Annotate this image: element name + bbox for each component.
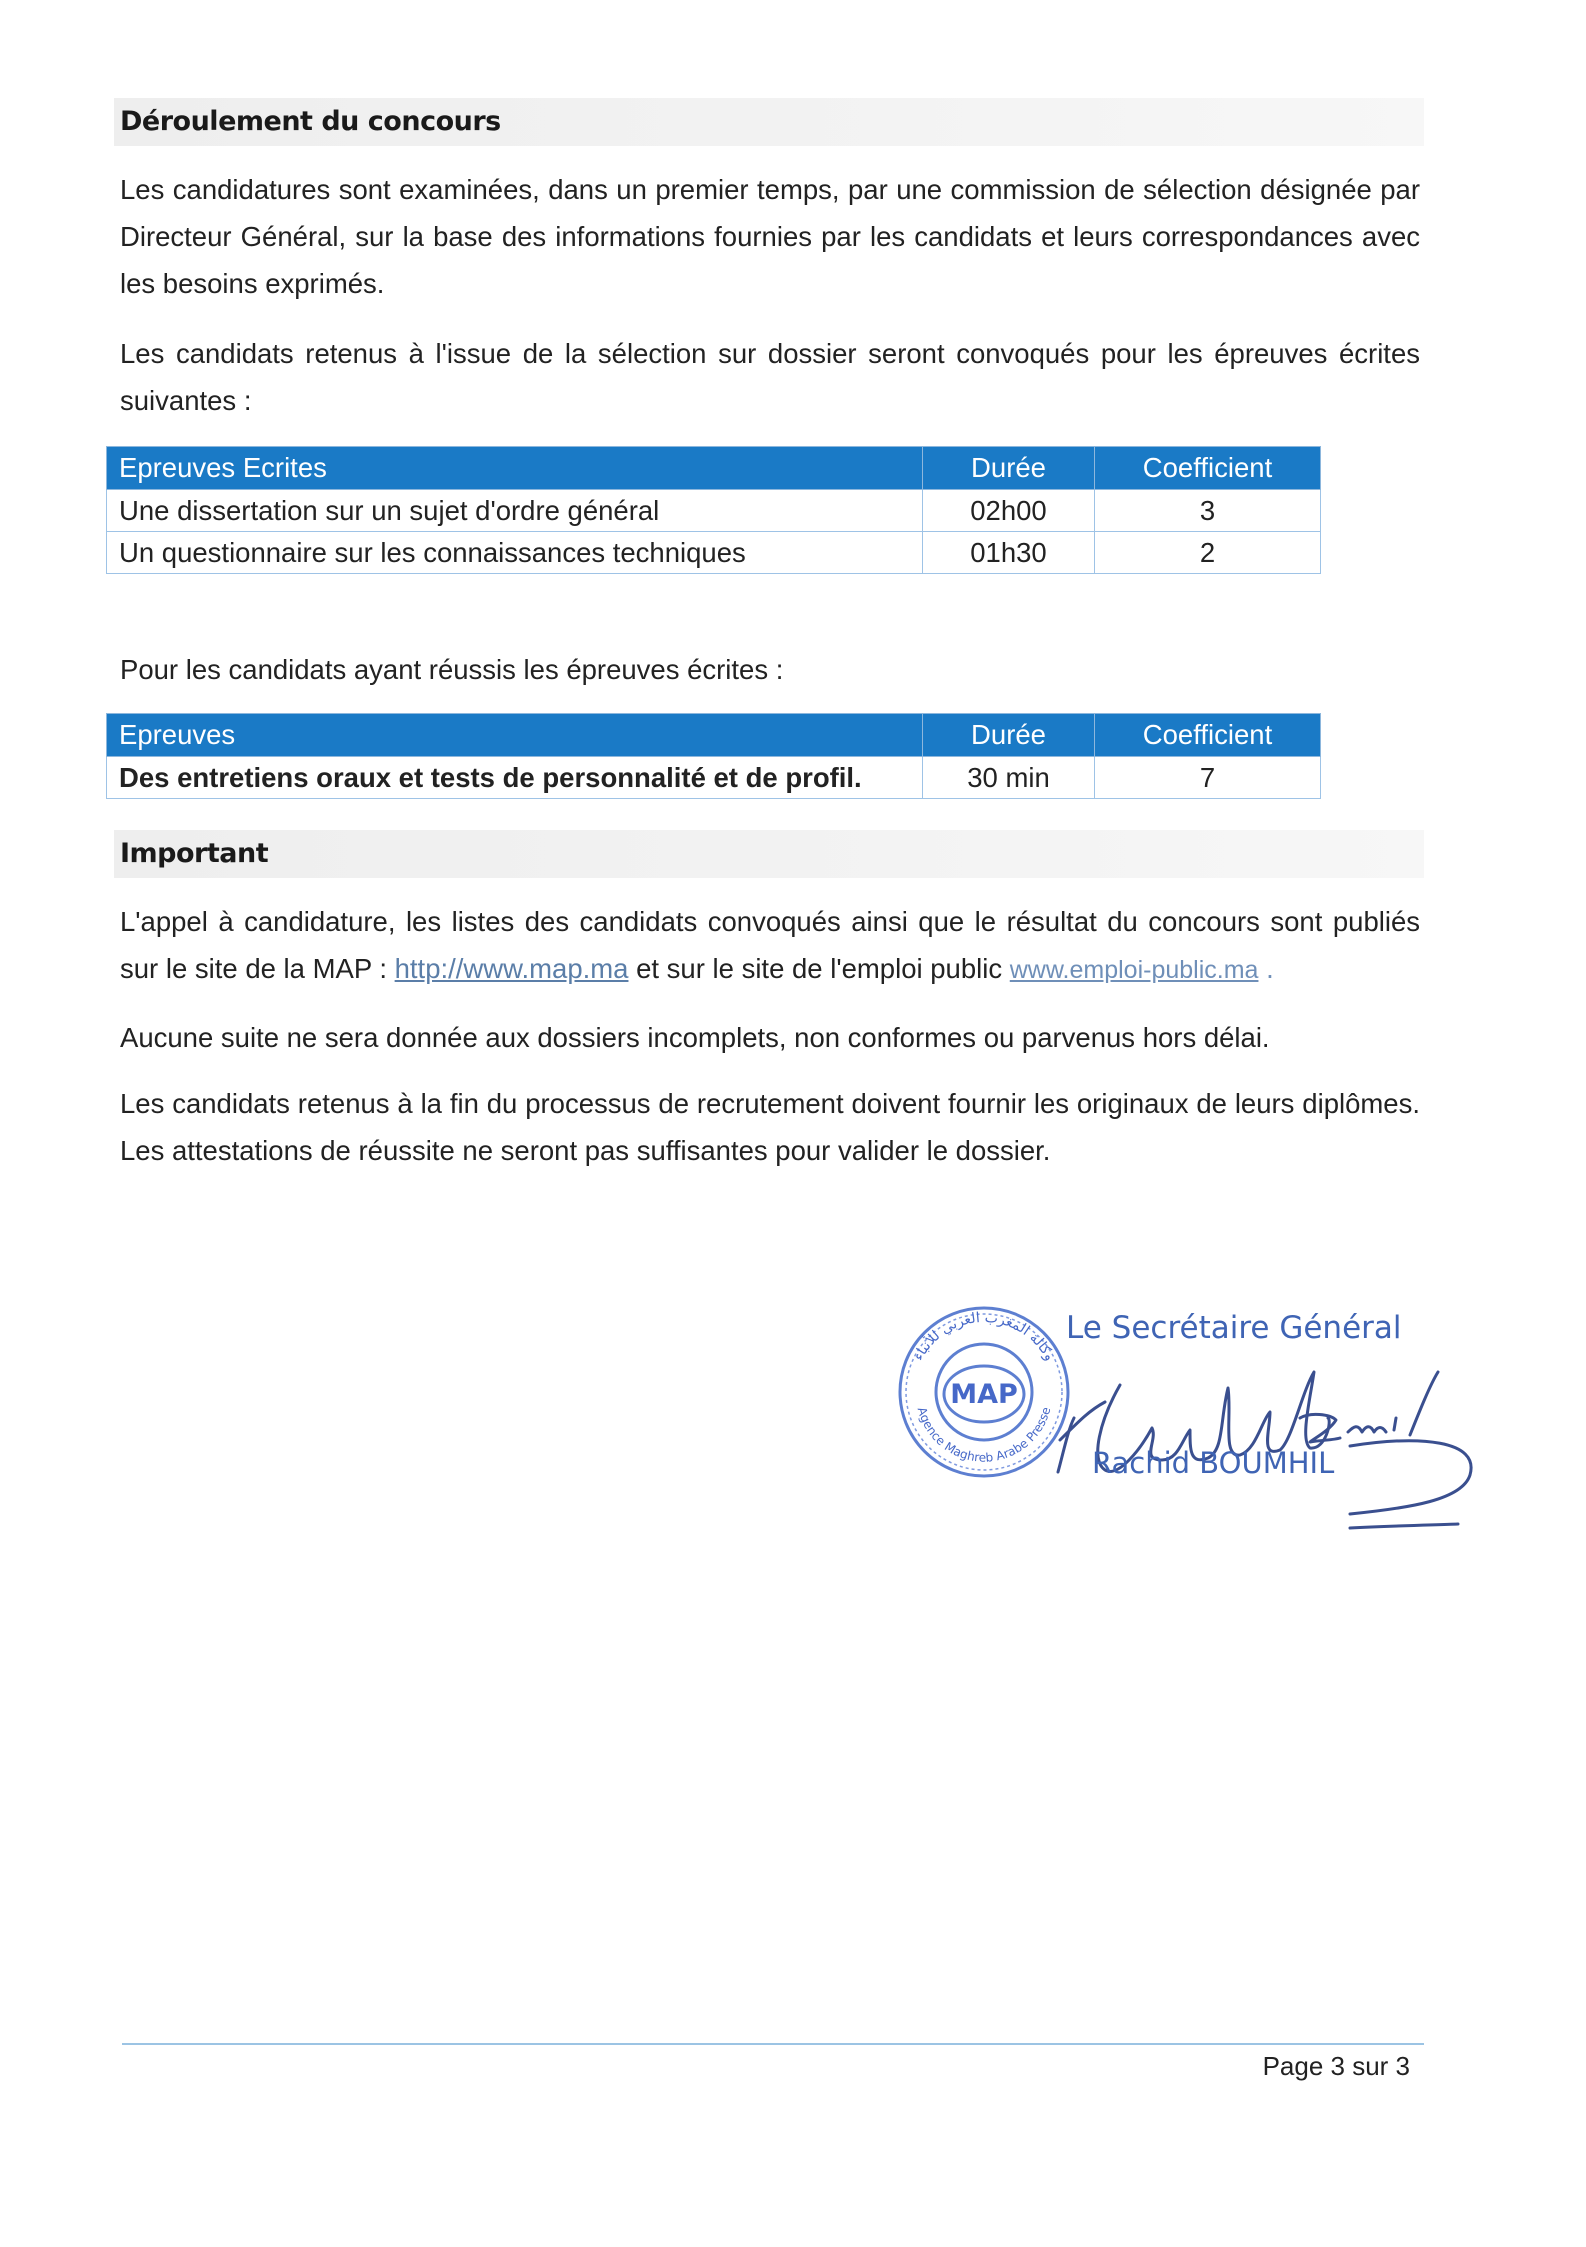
paragraph-line: les besoins exprimés.: [120, 268, 385, 299]
cell-duree: 30 min: [923, 757, 1095, 799]
paragraph-aucune-suite: Aucune suite ne sera donnée aux dossiers incomplets, non conformes ou parvenus hors délai.: [120, 1022, 1270, 1053]
paragraph-line: [120, 945, 1420, 994]
text-mid: et sur le site de l'emploi public: [628, 953, 1010, 984]
cell-coefficient: 3: [1095, 490, 1321, 532]
paragraph-line: Les candidats retenus à l'issue de la sélection sur dossier seront convoqués pour les épreuves écrites: [120, 338, 1420, 369]
signatory-name: Rachid BOUMHIL: [1092, 1446, 1335, 1480]
cell-epreuve: Des entretiens oraux et tests de personnalité et de profil.: [107, 757, 923, 799]
cell-epreuve: Un questionnaire sur les connaissances techniques: [107, 532, 923, 574]
signatory-title: Le Secrétaire Général: [1066, 1310, 1402, 1346]
paragraph-line: L'appel à candidature, les listes des candidats convoqués ainsi que le résultat du concours sont publiés: [120, 906, 1420, 937]
table-header-row: [107, 447, 1321, 490]
stamp-ring-arabic: وكالة المغرب العربي للأنباء: [910, 1309, 1058, 1364]
table-epreuves-ecrites: [106, 446, 1321, 574]
signature-block: [890, 1300, 1490, 1550]
footer-divider: [122, 2043, 1424, 2045]
page-number: Page 3 sur 3: [1262, 2051, 1410, 2081]
cell-epreuve: Une dissertation sur un sujet d'ordre général: [107, 490, 923, 532]
text-prefix: sur le site de la MAP :: [120, 953, 395, 984]
text-suffix: .: [1258, 953, 1274, 984]
paragraph-line: Les candidats retenus à la fin du processus de recrutement doivent fournir les originaux de leurs diplômes.: [120, 1088, 1420, 1119]
table-header-row: [107, 714, 1321, 757]
table-row: [107, 490, 1321, 532]
paragraph-line: Directeur Général, sur la base des informations fournies par les candidats et leurs correspondances avec: [120, 221, 1420, 252]
section-title-deroulement: Déroulement du concours: [114, 98, 1424, 146]
paragraph-intro-oral: Pour les candidats ayant réussis les épreuves écrites :: [120, 654, 784, 685]
cell-duree: 02h00: [923, 490, 1095, 532]
paragraph-line: Les attestations de réussite ne seront pas suffisantes pour valider le dossier.: [120, 1135, 1051, 1166]
table-row: [107, 532, 1321, 574]
header-duree: Durée: [923, 447, 1095, 490]
header-coefficient: Coefficient: [1095, 714, 1321, 757]
paragraph-candidats-retenus: [120, 1080, 1420, 1174]
paragraph-line: suivantes :: [120, 385, 252, 416]
cell-coefficient: 2: [1095, 532, 1321, 574]
table-row: [107, 757, 1321, 799]
paragraph-candidatures: [120, 166, 1420, 307]
paragraph-retenus: [120, 330, 1420, 424]
map-link[interactable]: http://www.map.ma: [394, 953, 629, 984]
emploi-public-link[interactable]: www.emploi-public.ma: [1009, 956, 1259, 984]
cell-duree: 01h30: [923, 532, 1095, 574]
section-title-important: Important: [114, 830, 1424, 878]
stamp-label: MAP: [950, 1379, 1018, 1410]
table-epreuves-orales: [106, 713, 1321, 799]
cell-coefficient: 7: [1095, 757, 1321, 799]
stamp-ring-latin: Agence Maghreb Arabe Presse: [914, 1405, 1054, 1465]
paragraph-line: Les candidatures sont examinées, dans un premier temps, par une commission de sélection désignée par: [120, 174, 1420, 205]
header-coefficient: Coefficient: [1095, 447, 1321, 490]
paragraph-appel: [120, 898, 1420, 994]
header-duree: Durée: [923, 714, 1095, 757]
header-epreuves-ecrites: Epreuves Ecrites: [107, 447, 923, 490]
header-epreuves: Epreuves: [107, 714, 923, 757]
map-stamp-icon: [900, 1308, 1068, 1476]
